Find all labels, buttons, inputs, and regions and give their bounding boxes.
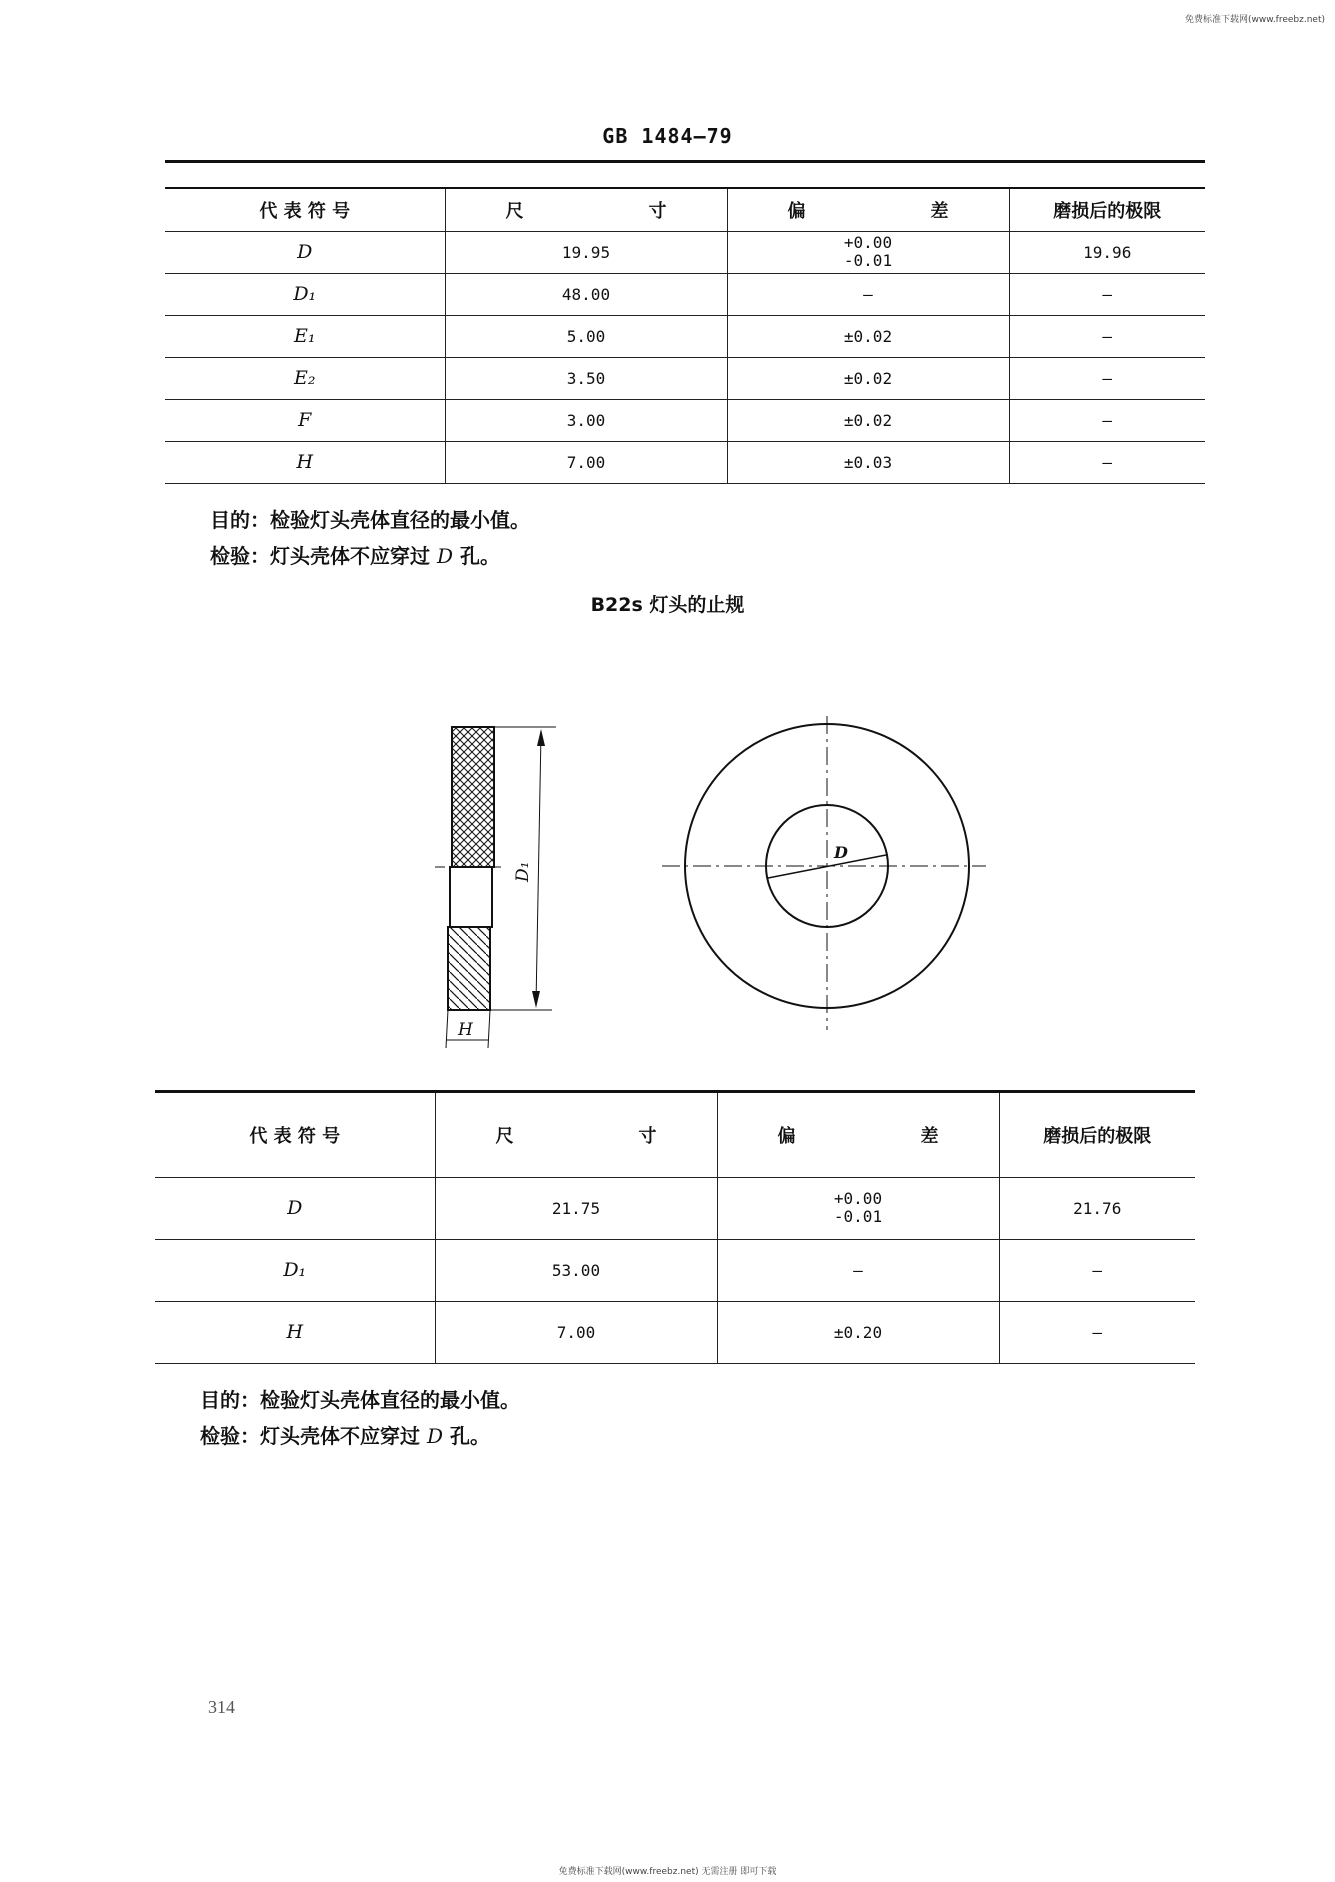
col-size-char1: 尺 <box>505 200 524 222</box>
col-tolerance-header <box>717 1093 999 1177</box>
front-view <box>662 716 986 1030</box>
row-size: 53.00 <box>435 1239 717 1301</box>
purpose-text: 检验灯头壳体直径的最小值。 <box>270 508 530 532</box>
row-symbol: H <box>155 1301 435 1363</box>
row-size: 19.95 <box>445 231 727 273</box>
col-limit-header: 磨损后的极限 <box>1009 189 1205 231</box>
standard-number: GB 1484—79 <box>602 124 733 148</box>
row-limit: — <box>1009 441 1205 483</box>
row-tolerance: — <box>727 273 1009 315</box>
dim-arrow-bottom <box>532 991 540 1008</box>
row-tolerance <box>717 1177 999 1239</box>
label-h: H <box>458 1020 473 1040</box>
row-symbol: D₁ <box>155 1239 435 1301</box>
row-tolerance: ±0.02 <box>727 357 1009 399</box>
col-tol-char1: 偏 <box>777 1125 796 1147</box>
row-size: 7.00 <box>445 441 727 483</box>
tol-upper: +0.00 <box>843 233 893 252</box>
table-row <box>155 1239 1195 1301</box>
row-limit: — <box>999 1239 1195 1301</box>
notes-2 <box>200 1382 520 1454</box>
check-text-b: 孔。 <box>459 544 500 568</box>
col-size-header <box>435 1093 717 1177</box>
table-row <box>155 1177 1195 1239</box>
side-view-lower-section <box>448 927 490 1010</box>
row-size: 7.00 <box>435 1301 717 1363</box>
row-tolerance: ±0.02 <box>727 399 1009 441</box>
row-size: 3.00 <box>445 399 727 441</box>
check-label: 检验： <box>200 1424 260 1448</box>
row-limit: 21.76 <box>999 1177 1195 1239</box>
col-symbol-header: 代 表 符 号 <box>155 1093 435 1177</box>
purpose-line <box>200 1382 520 1418</box>
row-tolerance: — <box>717 1239 999 1301</box>
purpose-label: 目的： <box>200 1388 260 1412</box>
row-size: 5.00 <box>445 315 727 357</box>
row-limit: — <box>999 1301 1195 1363</box>
row-limit: — <box>1009 357 1205 399</box>
label-d1: D₁ <box>513 861 533 882</box>
table2-header-row <box>155 1093 1195 1177</box>
section-title: B22s 灯头的止规 <box>590 594 745 616</box>
dim-arrow-top <box>537 729 545 746</box>
watermark-bottom: 免费标准下载网(www.freebz.net) 无需注册 即可下载 <box>558 1867 777 1877</box>
check-symbol: D <box>436 544 454 568</box>
row-limit: — <box>1009 273 1205 315</box>
side-view-hole <box>450 867 492 927</box>
row-tolerance: ±0.03 <box>727 441 1009 483</box>
row-limit: — <box>1009 315 1205 357</box>
col-size-char1: 尺 <box>495 1125 514 1147</box>
row-tolerance: ±0.20 <box>717 1301 999 1363</box>
col-tol-char2: 差 <box>920 1125 939 1147</box>
row-limit: 19.96 <box>1009 231 1205 273</box>
row-size: 21.75 <box>435 1177 717 1239</box>
tol-lower: -0.01 <box>843 251 893 270</box>
check-line <box>200 1418 520 1454</box>
row-limit: — <box>1009 399 1205 441</box>
check-text-a: 灯头壳体不应穿过 <box>260 1424 420 1448</box>
col-tol-char1: 偏 <box>787 200 806 222</box>
watermark-top: 免费标准下载网(www.freebz.net) <box>1185 15 1325 25</box>
label-d: D <box>834 843 848 862</box>
check-text-b: 孔。 <box>449 1424 490 1448</box>
row-size: 48.00 <box>445 273 727 315</box>
row-size: 3.50 <box>445 357 727 399</box>
check-text-a: 灯头壳体不应穿过 <box>270 544 430 568</box>
row-symbol: E₁ <box>165 315 445 357</box>
table-row <box>155 1301 1195 1363</box>
purpose-label: 目的： <box>210 508 270 532</box>
col-size-char2: 寸 <box>638 1125 657 1147</box>
col-size-char2: 寸 <box>648 200 667 222</box>
row-symbol: D <box>155 1177 435 1239</box>
row-symbol: E₂ <box>165 357 445 399</box>
row-symbol: F <box>165 399 445 441</box>
col-tol-char2: 差 <box>930 200 949 222</box>
purpose-text: 检验灯头壳体直径的最小值。 <box>260 1388 520 1412</box>
row-symbol: H <box>165 441 445 483</box>
table2 <box>155 1093 1195 1364</box>
side-view <box>435 727 556 1048</box>
col-symbol-header: 代 表 符 号 <box>165 189 445 231</box>
ext-line-h-right <box>488 1010 490 1048</box>
check-symbol: D <box>426 1424 444 1448</box>
tol-lower: -0.01 <box>833 1207 883 1226</box>
side-view-upper-section <box>452 727 494 867</box>
row-tolerance: ±0.02 <box>727 315 1009 357</box>
tol-upper: +0.00 <box>833 1189 883 1208</box>
row-symbol: D₁ <box>165 273 445 315</box>
col-limit-header: 磨损后的极限 <box>999 1093 1195 1177</box>
page-number: 314 <box>208 1697 235 1717</box>
ext-line-h-left <box>446 1010 448 1048</box>
check-label: 检验： <box>210 544 270 568</box>
dim-line-d1 <box>536 733 541 1004</box>
row-symbol: D <box>165 231 445 273</box>
